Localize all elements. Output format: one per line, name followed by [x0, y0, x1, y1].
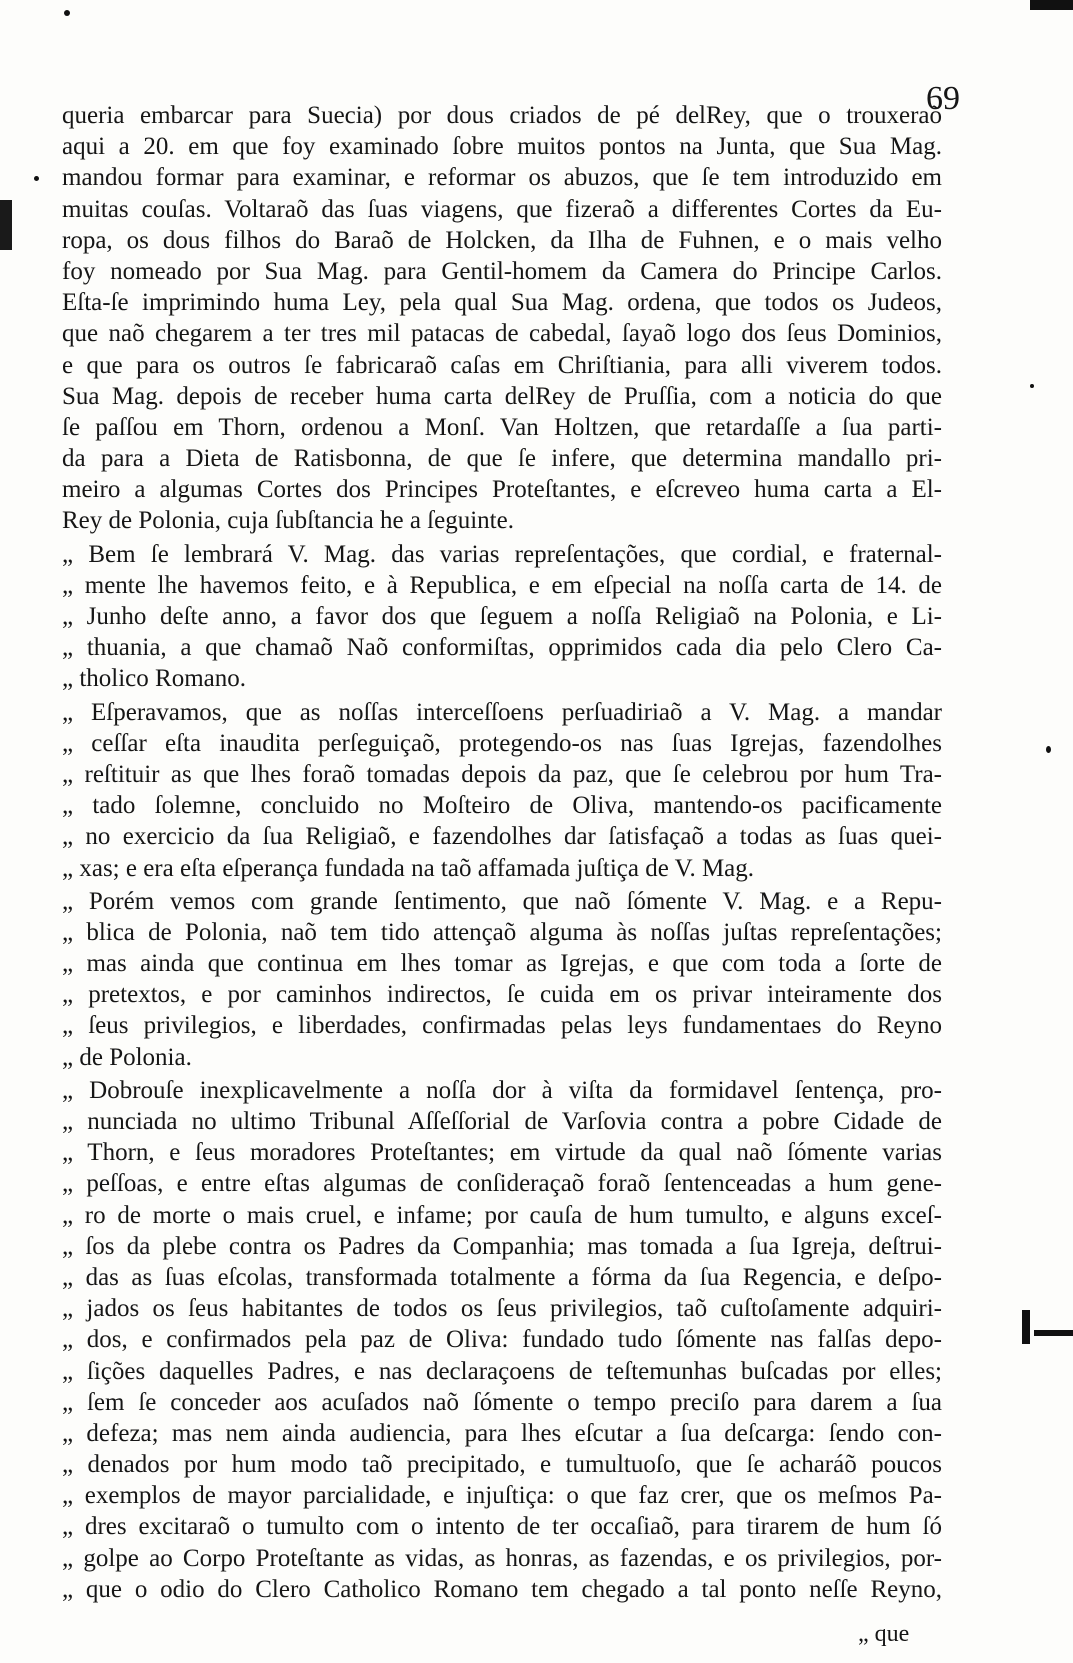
text-line: Rey de Polonia, cuja ſubſtancia he a ſeguinte. — [62, 507, 514, 535]
text-line: „ pretextos, e por caminhos indirectos, ſe cuida em os privar inteiramente dos — [62, 981, 942, 1009]
text-line: queria embarcar para Suecia) por dous criados de pé delRey, que o trouxeraõ — [62, 102, 942, 129]
page-number: 69 — [926, 80, 960, 117]
text-line: „ golpe ao Corpo Proteſtante as vidas, as honras, as fazendas, e os privilegios, por- — [62, 1544, 942, 1572]
ink-speck — [34, 176, 39, 181]
scan-edge-artifact — [1030, 0, 1073, 10]
text-line: „ reſtituir as que lhes foraõ tomadas depois da paz, que ſe celebrou por hum Tra- — [62, 760, 942, 788]
text-line: „ exemplos de mayor parcialidade, e injuſtiça: o que faz crer, que os meſmos Pa- — [62, 1482, 942, 1510]
text-line: muitas couſas. Voltaraõ das ſuas viagens, que fizeraõ a differentes Cortes da Eu- — [62, 195, 942, 223]
text-line: „ ſições daquelles Padres, e nas declaraçoens de teſtemunhas buſcadas por elles; — [62, 1357, 942, 1385]
text-line: „ no exercicio da ſua Religiaõ, e fazendolhes dar ſatisfaçaõ a todas as ſuas quei- — [62, 823, 942, 851]
text-line: „ blica de Polonia, naõ tem tido attençaõ alguma às noſſas juſtas repreſentações; — [62, 918, 942, 946]
text-line: „ Dobrouſe inexplicavelmente a noſſa dor à viſta da formidavel ſentença, pro- — [62, 1076, 942, 1104]
text-line: „ Porém vemos com grande ſentimento, que naõ ſómente V. Mag. e a Repu- — [62, 887, 942, 915]
text-line: „ thuania, a que chamaõ Naõ conformiſtas, opprimidos cada dia pelo Clero Ca- — [62, 634, 942, 662]
text-line: aqui a 20. em que foy examinado ſobre muitos pontos na Junta, que Sua Mag. — [62, 133, 942, 161]
text-line: da para a Dieta de Ratisbonna, de que ſe infere, que determina mandallo pri- — [62, 445, 942, 473]
text-line: „ denados por hum modo taõ precipitado, e tumultuoſo, que ſe acharáõ poucos — [62, 1451, 942, 1479]
ink-speck — [1046, 746, 1051, 753]
text-line: „ ceſſar eſta inaudita perſeguiçaõ, protegendo-os nas ſuas Igrejas, fazendolhes — [62, 729, 942, 757]
body-text — [62, 100, 942, 1605]
text-line: „ que o odio do Clero Catholico Romano tem chegado a tal ponto neſſe Reyno, — [62, 1575, 942, 1603]
text-line: „ Eſperavamos, que as noſſas interceſſoens perſuadiriaõ a V. Mag. a mandar — [62, 698, 942, 726]
text-line: „ de Polonia. — [62, 1043, 192, 1071]
text-line: „ Bem ſe lembrará V. Mag. das varias repreſentações, que cordial, e fraternal- — [62, 540, 942, 568]
text-line: „ das as ſuas eſcolas, transformada totalmente a fórma da ſua Regencia, e deſpo- — [62, 1263, 942, 1291]
text-line: Eſta-ſe imprimindo huma Ley, pela qual Sua Mag. ordena, que todos os Judeos, — [62, 289, 942, 317]
text-line: mandou formar para examinar, e reformar os abuzos, que ſe tem introduzido em — [62, 164, 942, 192]
text-line: „ peſſoas, e entre eſtas algumas de conſideraçaõ foraõ ſentenceadas a hum gene- — [62, 1170, 942, 1198]
text-line: ſe paſſou em Thorn, ordenou a Monſ. Van Holtzen, que retardaſſe a ſua parti- — [62, 413, 942, 441]
text-line: ropa, os dous filhos do Baraõ de Holcken, da Ilha de Fuhnen, e o mais velho — [62, 226, 942, 254]
margin-mark — [1022, 1310, 1073, 1326]
text-line: „ Thorn, e ſeus moradores Proteſtantes; em virtude da qual naõ ſómente varias — [62, 1139, 942, 1167]
text-line: „ tholico Romano. — [62, 665, 246, 693]
text-line: „ mas ainda que continua em lhes tomar as Igrejas, e que com toda a ſorte de — [62, 950, 942, 978]
text-line: „ dos, e confirmados pela paz de Oliva: fundado tudo ſómente nas falſas depo- — [62, 1326, 942, 1354]
binding-mark — [0, 200, 12, 250]
text-line: „ mente lhe havemos feito, e à Republica, e em eſpecial na noſſa carta de 14. de — [62, 571, 942, 599]
ink-speck — [1030, 384, 1034, 388]
text-line: „ ſos da plebe contra os Padres da Companhia; mas tomada a ſua Igreja, deſtrui- — [62, 1232, 942, 1260]
text-line: meiro a algumas Cortes dos Principes Proteſtantes, e eſcreveo huma carta a El- — [62, 476, 942, 504]
text-line: „ ro de morte o mais cruel, e infame; por cauſa de hum tumulto, e alguns exceſ- — [62, 1201, 942, 1229]
text-line: „ jados os ſeus habitantes de todos os ſeus privilegios, taõ cuſtoſamente adquiri- — [62, 1295, 942, 1323]
text-line: „ nunciada no ultimo Tribunal Aſſeſſorial de Varſovia contra a pobre Cidade de — [62, 1108, 942, 1135]
text-line: „ dres excitaraõ o tumulto com o intento de ter occaſiaõ, para tirarem de hum ſó — [62, 1513, 942, 1541]
ink-speck — [64, 10, 70, 16]
text-line: „ ſem ſe conceder aos acuſados naõ ſómente o tempo preciſo para darem a ſua — [62, 1388, 942, 1416]
text-line: foy nomeado por Sua Mag. para Gentil-homem da Camera do Principe Carlos. — [62, 257, 942, 285]
text-line: „ tado ſolemne, concluido no Moſteiro de Oliva, mantendo-os pacificamente — [62, 792, 942, 820]
text-line: Sua Mag. depois de receber huma carta delRey de Pruſſia, com a noticia do que — [62, 382, 942, 410]
text-line: „ xas; e era eſta eſperança fundada na taõ affamada juſtiça de V. Mag. — [62, 854, 755, 882]
text-line: e que para os outros ſe fabricaraõ caſas em Chriſtiania, para alli viverem todos. — [62, 351, 942, 379]
text-line: que naõ chegarem a ter tres mil patacas de cabedal, ſayaõ logo dos ſeus Dominios, — [62, 320, 942, 348]
text-line: „ defeza; mas nem ainda audiencia, para lhes eſcutar a ſua deſcarga: ſendo con- — [62, 1419, 942, 1447]
text-line: „ ſeus privilegios, e liberdades, confirmadas pelas leys fundamentaes do Reyno — [62, 1012, 942, 1040]
text-line: „ Junho deſte anno, a favor dos que ſeguem a noſſa Religiaõ na Polonia, e Li- — [62, 603, 942, 630]
catchword: „ que — [858, 1621, 910, 1647]
